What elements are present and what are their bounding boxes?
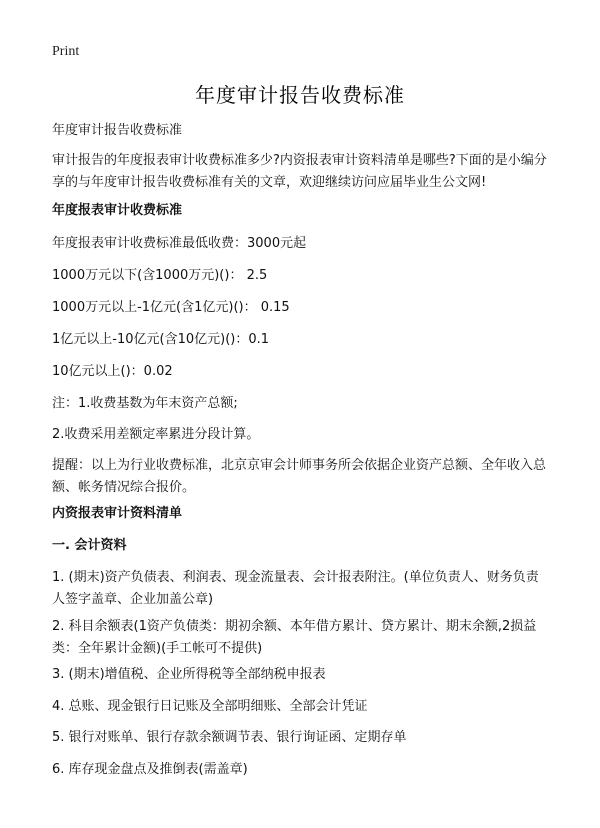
intro-paragraph: 审计报告的年度报表审计收费标准多少?内资报表审计资料清单是哪些?下面的是小编分享的与年度审计报告收费标准有关的文章，欢迎继续访问应届毕业生公文网! bbox=[52, 153, 547, 190]
fee-line-minimum: 年度报表审计收费标准最低收费：3000元起 bbox=[52, 236, 307, 251]
checklist-item-5: 5. 银行对账单、银行存款余额调节表、银行询证函、定期存单 bbox=[52, 730, 407, 745]
fee-line-tier-1: 1000万元以下(含1000万元)()： 2.5 bbox=[52, 268, 268, 283]
fee-line-tier-3: 1亿元以上-10亿元(含10亿元)()：0.1 bbox=[52, 332, 270, 347]
checklist-item-2: 2. 科目余额表(1资产负债类：期初余额、本年借方累计、贷方累计、期末余额,2损益类：全年累计金额)(手工帐可不提供) bbox=[52, 619, 537, 656]
document-subtitle: 年度审计报告收费标准 bbox=[52, 123, 183, 138]
checklist-item-4: 4. 总账、现金银行日记账及全部明细账、全部会计凭证 bbox=[52, 699, 368, 714]
fee-note-2: 2.收费采用差额定率累进分段计算。 bbox=[52, 427, 260, 442]
section-heading-fee-standard: 年度报表审计收费标准 bbox=[52, 203, 183, 218]
checklist-item-6: 6. 库存现金盘点及推倒表(需盖章) bbox=[52, 762, 248, 777]
fee-reminder: 提醒：以上为行业收费标准，北京京审会计师事务所会依据企业资产总额、全年收入总额、帐务情况综合报价。 bbox=[52, 458, 547, 495]
checklist-item-3: 3. (期末)增值税、企业所得税等全部纳税申报表 bbox=[52, 667, 326, 682]
fee-line-tier-2: 1000万元以上-1亿元(含1亿元)()： 0.15 bbox=[52, 300, 290, 315]
subheading-accounting-materials: 一. 会计资料 bbox=[52, 538, 127, 553]
fee-note-1: 注：1.收费基数为年末资产总额; bbox=[52, 396, 238, 411]
section-heading-checklist: 内资报表审计资料清单 bbox=[52, 506, 183, 521]
print-link[interactable]: Print bbox=[52, 44, 80, 59]
checklist-item-1: 1. (期末)资产负债表、利润表、现金流量表、会计报表附注。(单位负责人、财务负责人签字盖章、企业加盖公章) bbox=[52, 570, 539, 607]
page-title: 年度审计报告收费标准 bbox=[195, 83, 405, 107]
fee-line-tier-4: 10亿元以上()：0.02 bbox=[52, 364, 173, 379]
